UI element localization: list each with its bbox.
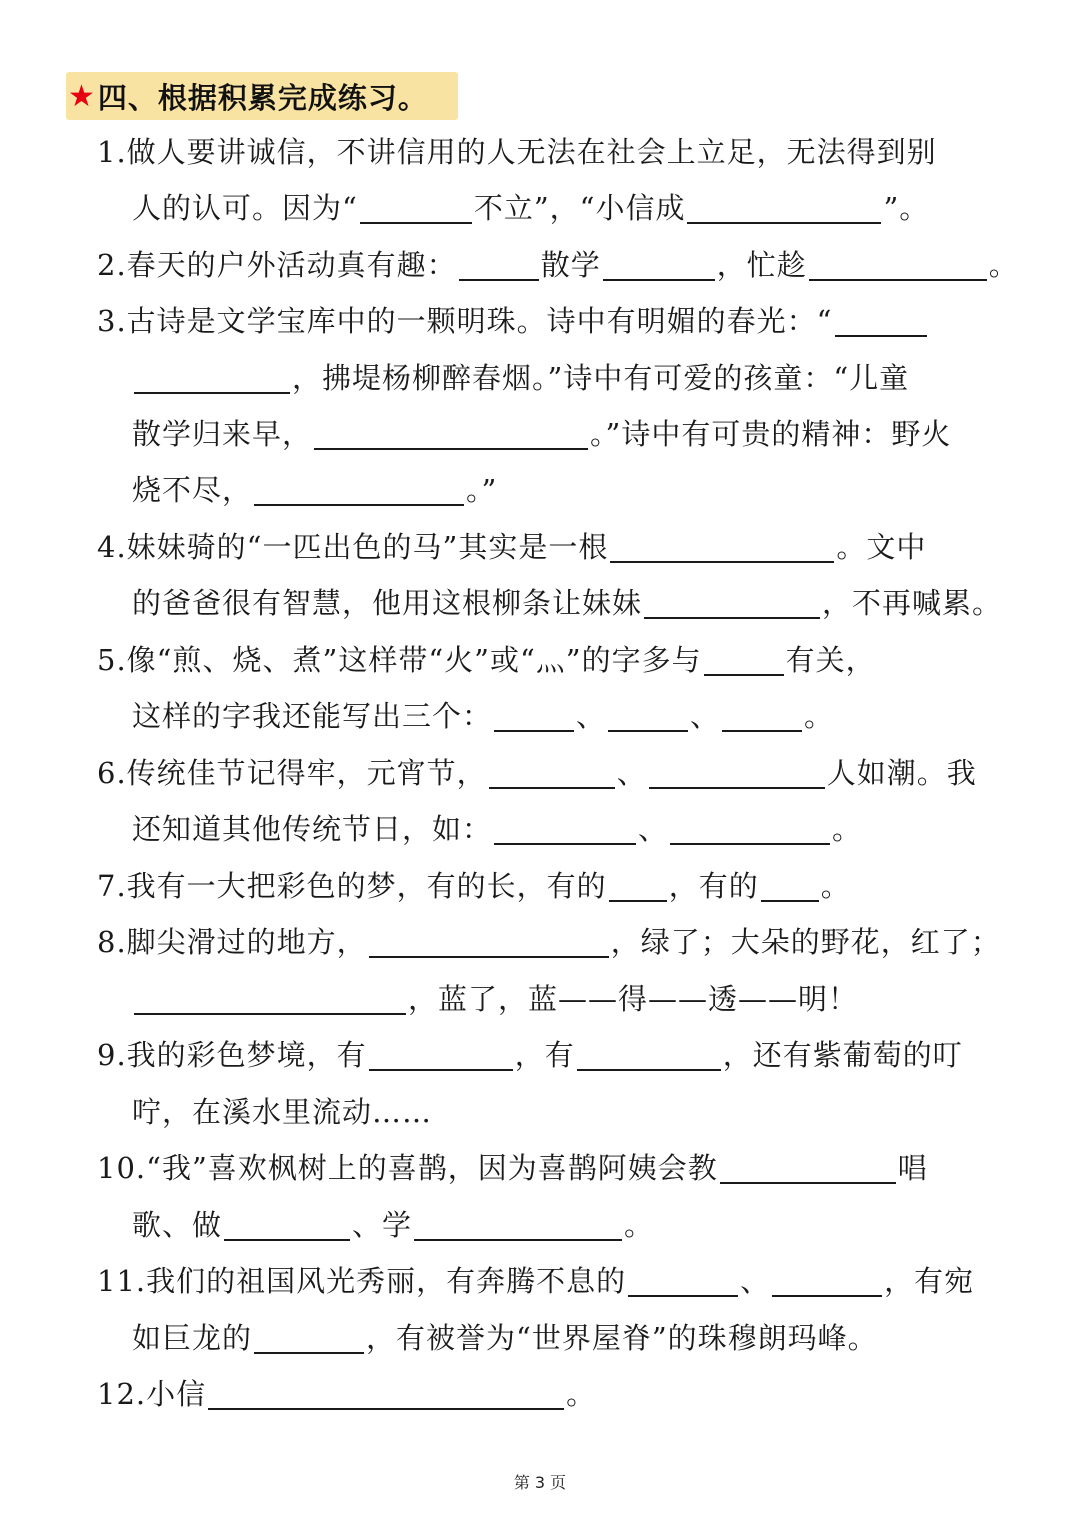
question-11-line-1: 11.我们的祖国风光秀丽，有奔腾不息的 、 ，有宛 xyxy=(97,1264,975,1298)
answer-blank[interactable] xyxy=(224,1209,350,1241)
answer-blank[interactable] xyxy=(722,700,802,732)
answer-blank[interactable] xyxy=(360,192,472,224)
answer-blank[interactable] xyxy=(835,305,927,337)
answer-blank[interactable] xyxy=(644,587,820,619)
question-2-line-1: 2.春天的户外活动真有趣： 散学 ，忙趁 。 xyxy=(97,248,1019,282)
answer-blank[interactable] xyxy=(704,644,784,676)
answer-blank[interactable] xyxy=(414,1209,622,1241)
answer-blank[interactable] xyxy=(208,1378,564,1410)
answer-blank[interactable] xyxy=(772,1265,882,1297)
question-11-line-2: 如巨龙的 ，有被誉为“世界屋脊”的珠穆朗玛峰。 xyxy=(132,1321,878,1355)
question-1-line-1: 1.做人要讲诚信，不讲信用的人无法在社会上立足，无法得到别 xyxy=(97,135,937,169)
answer-blank[interactable] xyxy=(459,249,539,281)
question-9-line-1: 9.我的彩色梦境，有 ，有 ，还有紫葡萄的叮 xyxy=(97,1038,963,1072)
question-4-line-2: 的爸爸很有智慧，他用这根柳条让妹妹 ，不再喊累。 xyxy=(132,586,1003,620)
question-5-line-1: 5.像“煎、烧、煮”这样带“火”或“灬”的字多与 有关， xyxy=(97,643,876,677)
answer-blank[interactable] xyxy=(649,757,825,789)
answer-blank[interactable] xyxy=(687,192,881,224)
question-5-line-2: 这样的字我还能写出三个： 、 、 。 xyxy=(132,699,835,733)
answer-blank[interactable] xyxy=(608,700,688,732)
answer-blank[interactable] xyxy=(494,813,636,845)
answer-blank[interactable] xyxy=(369,1039,513,1071)
answer-blank[interactable] xyxy=(628,1265,738,1297)
question-3-line-1: 3.古诗是文学宝库中的一颗明珠。诗中有明媚的春光：“ xyxy=(97,293,929,349)
question-6-line-2: 还知道其他传统节日，如： 、 。 xyxy=(132,812,863,846)
question-12-line-1: 12.小信 。 xyxy=(97,1377,597,1411)
section-heading-text: 四、根据积累完成练习。 xyxy=(97,80,428,115)
question-10-line-1: 10.“我”喜欢枫树上的喜鹊，因为喜鹊阿姨会教 唱 xyxy=(97,1151,928,1185)
answer-blank[interactable] xyxy=(254,474,464,506)
answer-blank[interactable] xyxy=(720,1152,896,1184)
answer-blank[interactable] xyxy=(314,418,588,450)
answer-blank[interactable] xyxy=(809,249,987,281)
answer-blank[interactable] xyxy=(134,362,290,394)
answer-blank[interactable] xyxy=(610,531,834,563)
question-10-line-2: 歌、做 、学 。 xyxy=(132,1208,655,1242)
answer-blank[interactable] xyxy=(670,813,830,845)
answer-blank[interactable] xyxy=(761,870,819,902)
answer-blank[interactable] xyxy=(603,249,715,281)
page-number: 第 3 页 xyxy=(513,1473,567,1492)
star-icon: ★ xyxy=(68,78,96,114)
question-9-line-2: 咛，在溪水里流动…… xyxy=(132,1095,433,1129)
answer-blank[interactable] xyxy=(254,1322,364,1354)
question-3-line-2: ，拂堤杨柳醉春烟。”诗中有可爱的孩童：“儿童 xyxy=(132,350,909,406)
question-3-line-3: 散学归来早， 。”诗中有可贵的精神：野火 xyxy=(132,417,952,451)
answer-blank[interactable] xyxy=(369,926,609,958)
question-7-line-1: 7.我有一大把彩色的梦，有的长，有的 ，有的 。 xyxy=(97,869,851,903)
question-1-line-2: 人的认可。因为“ 不立”，“小信成 ”。 xyxy=(132,191,930,225)
question-8-line-2: ，蓝了，蓝——得——透——明！ xyxy=(132,971,858,1027)
question-4-line-1: 4.妹妹骑的“一匹出色的马”其实是一根 。文中 xyxy=(97,530,927,564)
question-3-line-4: 烧不尽， 。” xyxy=(132,473,498,507)
question-8-line-1: 8.脚尖滑过的地方， ，绿了；大朵的野花，红了； xyxy=(97,925,1001,959)
answer-blank[interactable] xyxy=(134,983,406,1015)
answer-blank[interactable] xyxy=(577,1039,721,1071)
answer-blank[interactable] xyxy=(489,757,615,789)
answer-blank[interactable] xyxy=(494,700,574,732)
question-6-line-1: 6.传统佳节记得牢，元宵节， 、 人如潮。我 xyxy=(97,756,977,790)
section-heading xyxy=(66,72,458,120)
answer-blank[interactable] xyxy=(609,870,667,902)
